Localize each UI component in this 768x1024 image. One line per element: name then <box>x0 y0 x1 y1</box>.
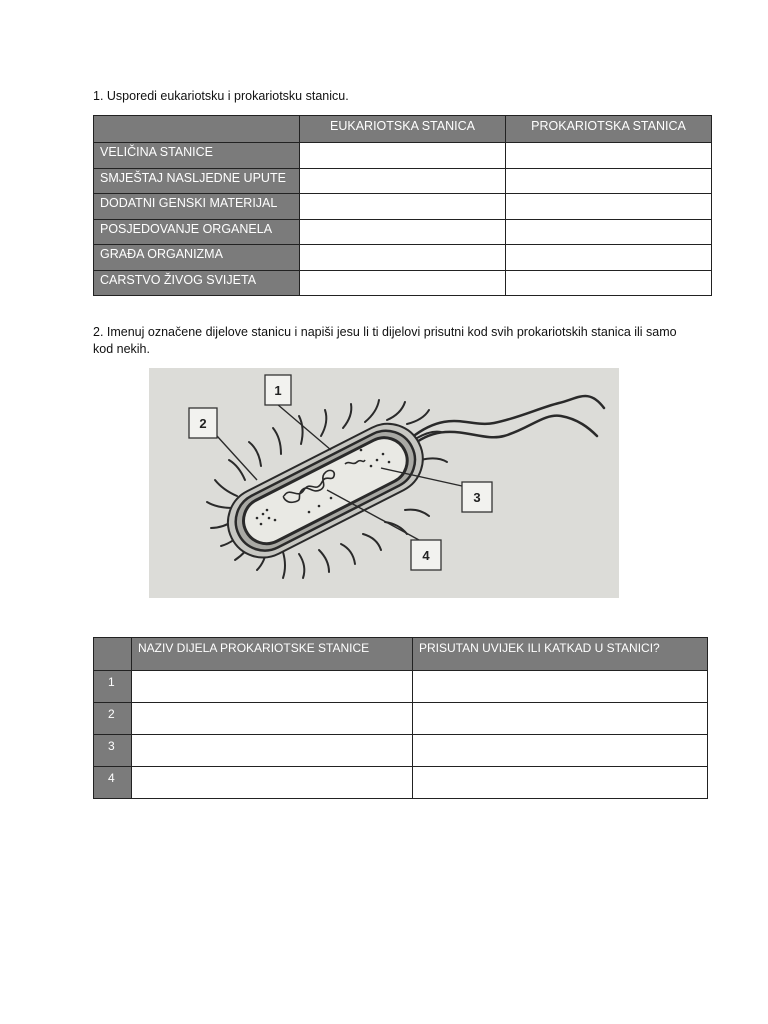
comparison-header-eukaryotic: EUKARIOTSKA STANICA <box>300 116 506 143</box>
answer-cell[interactable] <box>413 703 708 735</box>
answer-cell[interactable] <box>132 735 413 767</box>
parts-header-corner <box>94 638 132 671</box>
figure-label-3 <box>462 482 492 512</box>
answer-cell[interactable] <box>300 270 506 296</box>
table-row <box>94 143 712 169</box>
bacterium-drawing <box>149 368 619 598</box>
figure-label-2 <box>189 408 217 438</box>
table-row <box>94 671 708 703</box>
answer-cell[interactable] <box>300 245 506 271</box>
answer-cell[interactable] <box>413 735 708 767</box>
svg-text:2: 2 <box>199 416 207 431</box>
cell-parts-table <box>93 637 708 799</box>
parts-header-presence: PRISUTAN UVIJEK ILI KATKAD U STANICI? <box>413 638 708 671</box>
answer-cell[interactable] <box>506 143 712 169</box>
answer-cell[interactable] <box>300 219 506 245</box>
row-label: VELIČINA STANICE <box>94 143 300 169</box>
part-number: 3 <box>94 735 132 767</box>
row-label: CARSTVO ŽIVOG SVIJETA <box>94 270 300 296</box>
table-row <box>94 735 708 767</box>
svg-text:3: 3 <box>473 490 481 505</box>
part-number: 4 <box>94 767 132 799</box>
svg-text:1: 1 <box>274 383 282 398</box>
figure-label-1 <box>265 375 291 405</box>
svg-text:4: 4 <box>422 548 430 563</box>
cell-parts-table-header-row <box>94 638 708 671</box>
question-2-text: 2. Imenuj označene dijelove stanicu i napiši jesu li ti dijelovi prisutni kod svih prokariotskih stanica ili samo kod nekih. <box>93 325 677 356</box>
figure-label-4 <box>411 540 441 570</box>
table-row <box>94 168 712 194</box>
comparison-table-header-row <box>94 116 712 143</box>
table-row <box>94 219 712 245</box>
answer-cell[interactable] <box>300 143 506 169</box>
part-number: 2 <box>94 703 132 735</box>
answer-cell[interactable] <box>413 767 708 799</box>
answer-cell[interactable] <box>132 671 413 703</box>
answer-cell[interactable] <box>300 168 506 194</box>
part-number: 1 <box>94 671 132 703</box>
answer-cell[interactable] <box>506 168 712 194</box>
answer-cell[interactable] <box>300 194 506 220</box>
answer-cell[interactable] <box>506 194 712 220</box>
table-row <box>94 767 708 799</box>
table-row <box>94 270 712 296</box>
table-row <box>94 703 708 735</box>
table-row <box>94 194 712 220</box>
table-row <box>94 245 712 271</box>
answer-cell[interactable] <box>506 270 712 296</box>
answer-cell[interactable] <box>506 219 712 245</box>
row-label: SMJEŠTAJ NASLJEDNE UPUTE <box>94 168 300 194</box>
comparison-header-prokaryotic: PROKARIOTSKA STANICA <box>506 116 712 143</box>
prokaryotic-cell-figure <box>149 368 619 598</box>
row-label: POSJEDOVANJE ORGANELA <box>94 219 300 245</box>
comparison-header-corner <box>94 116 300 143</box>
parts-header-name: NAZIV DIJELA PROKARIOTSKE STANICE <box>132 638 413 671</box>
answer-cell[interactable] <box>506 245 712 271</box>
question-1-text: 1. Usporedi eukariotsku i prokariotsku stanicu. <box>93 89 349 103</box>
row-label: GRAĐA ORGANIZMA <box>94 245 300 271</box>
answer-cell[interactable] <box>132 767 413 799</box>
comparison-table <box>93 115 712 296</box>
answer-cell[interactable] <box>132 703 413 735</box>
answer-cell[interactable] <box>413 671 708 703</box>
row-label: DODATNI GENSKI MATERIJAL <box>94 194 300 220</box>
